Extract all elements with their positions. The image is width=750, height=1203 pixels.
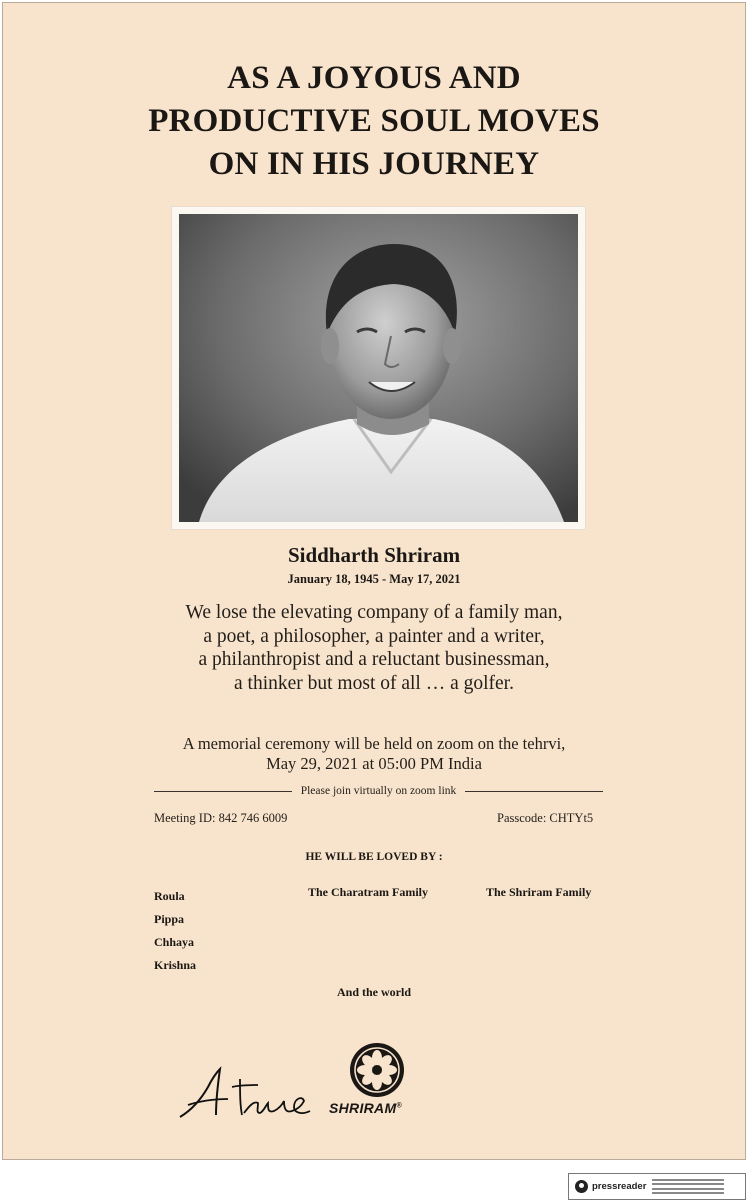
zoom-join-row: [154, 782, 603, 800]
pressreader-fineprint: [652, 1179, 724, 1195]
tribute-line: a poet, a philosopher, a painter and a writer,: [203, 625, 545, 647]
zoom-join-text: Please join virtually on zoom link: [300, 785, 457, 797]
tribute-line: We lose the elevating company of a family man,: [185, 602, 563, 623]
pressreader-brand: pressreader: [592, 1181, 647, 1192]
headline-line-3: ON IN HIS JOURNEY: [208, 146, 540, 182]
deceased-name: Siddharth Shriram: [287, 543, 461, 567]
registered-mark: ®: [396, 1102, 402, 1110]
divider-right: [465, 791, 603, 792]
headline-line-2: PRODUCTIVE SOUL MOVES: [148, 103, 600, 139]
life-dates: January 18, 1945 - May 17, 2021: [287, 572, 461, 586]
meeting-passcode: Passcode: CHTYt5: [497, 811, 594, 825]
shriram-wordmark: [329, 1100, 402, 1116]
list-item: Krishna: [154, 958, 197, 972]
closing-line: And the world: [336, 985, 411, 999]
family-charatram: The Charatram Family: [308, 885, 428, 899]
tribute-line: a thinker but most of all … a golfer.: [234, 672, 514, 694]
portrait-photo: [179, 214, 578, 522]
loved-by-names: [154, 885, 196, 977]
meeting-id: Meeting ID: 842 746 6009: [154, 811, 288, 825]
wordmark-text: SHRIRAM: [329, 1100, 397, 1116]
family-shriram: The Shriram Family: [486, 885, 592, 899]
list-item: Roula: [154, 889, 185, 903]
memorial-line-2: May 29, 2021 at 05:00 PM India: [266, 754, 482, 773]
pressreader-badge: [568, 1173, 746, 1200]
divider-left: [154, 791, 292, 792]
memorial-line-1: A memorial ceremony will be held on zoom on the tehrvi,: [182, 734, 566, 753]
portrait-frame: [172, 207, 585, 529]
shriram-logo-icon: [349, 1042, 405, 1098]
signature-a-true: [178, 1065, 328, 1127]
memorial-notice: [3, 734, 745, 774]
list-item: Pippa: [154, 912, 185, 926]
obituary-ad: [2, 2, 746, 1160]
tribute-text: [3, 601, 745, 695]
tribute-line: a philanthropist and a reluctant businessman,: [198, 649, 550, 670]
headline-line-1: AS A JOYOUS AND: [227, 60, 521, 96]
pressreader-icon: [575, 1180, 588, 1193]
loved-by-heading: HE WILL BE LOVED BY :: [305, 851, 443, 863]
headline: [3, 57, 745, 186]
list-item: Chhaya: [154, 935, 195, 949]
